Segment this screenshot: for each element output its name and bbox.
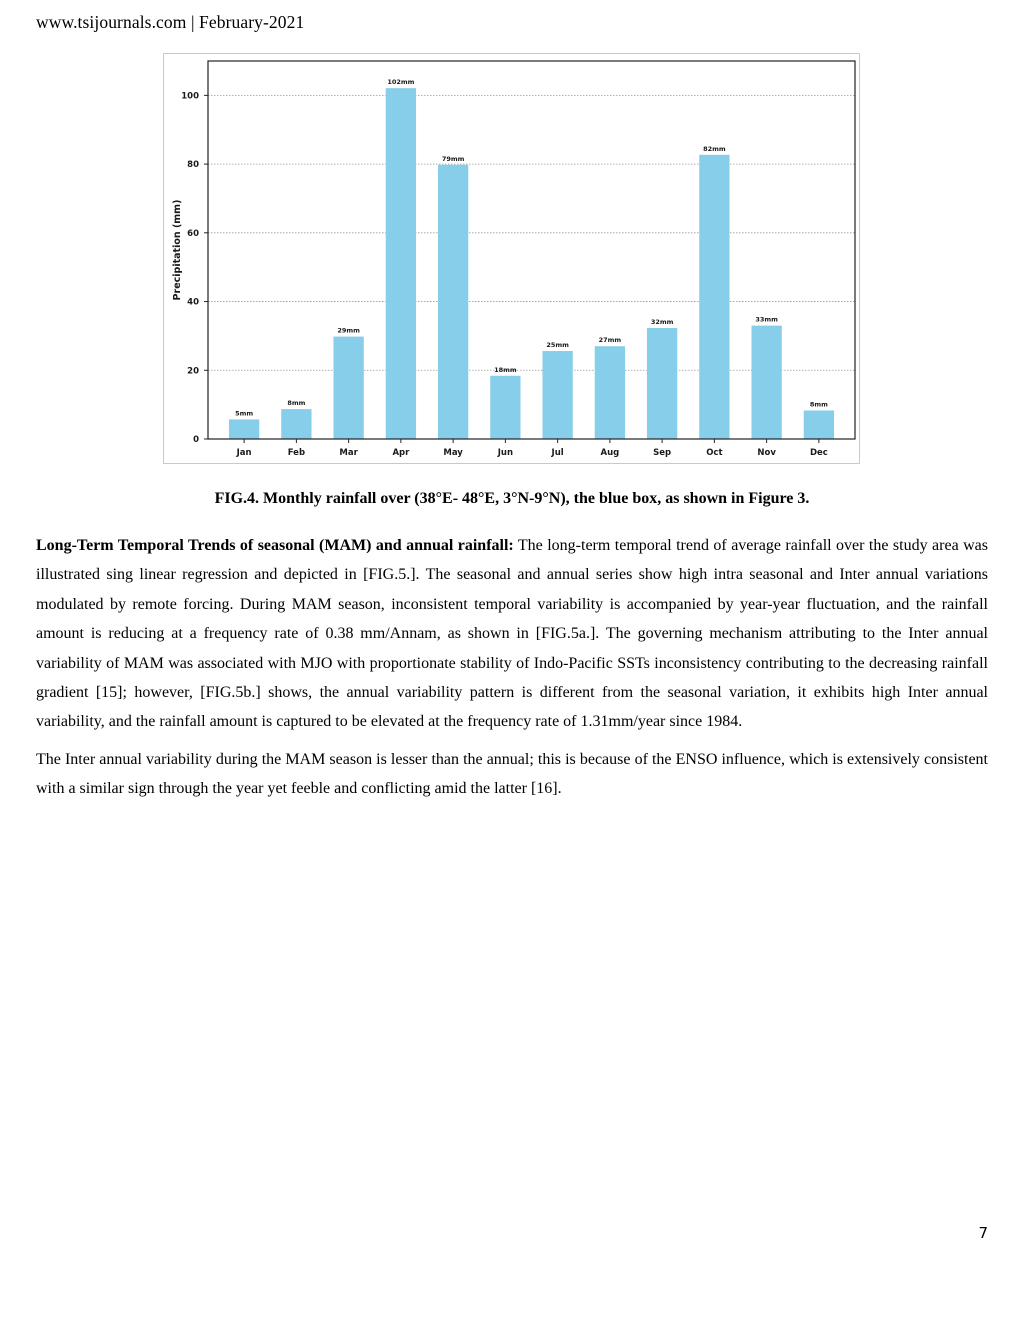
bar-mar xyxy=(333,337,363,439)
y-axis-label: Precipitation (mm) xyxy=(172,199,183,301)
journal-header: www.tsijournals.com | February-2021 xyxy=(36,12,305,32)
y-tick-label: 0 xyxy=(193,435,199,445)
x-tick-label: Apr xyxy=(392,448,410,458)
rainfall-bar-chart xyxy=(164,54,861,465)
data-label-sep: 32mm xyxy=(650,318,674,327)
y-tick-label: 60 xyxy=(187,228,199,239)
x-tick-label: Jul xyxy=(551,448,564,458)
paragraph-enso: The Inter annual variability during the MAM season is lesser than the annual; this is because of the ENSO influence, which is extensively consistent with a similar sign through the year yet feeble and conflicting amid the latter [16]. xyxy=(36,751,988,798)
bar-jul xyxy=(542,351,572,439)
page-number: 7 xyxy=(978,1224,988,1242)
bar-feb xyxy=(281,409,311,439)
data-label-nov: 33mm xyxy=(755,315,778,324)
bar-dec xyxy=(804,410,834,439)
y-tick-label: 40 xyxy=(187,297,199,308)
data-label-mar: 29mm xyxy=(337,326,360,335)
bars xyxy=(229,78,834,439)
x-tick-label: May xyxy=(443,448,463,458)
data-label-apr: 102mm xyxy=(387,78,415,87)
x-tick-label: Jun xyxy=(497,448,514,458)
data-label-oct: 82mm xyxy=(703,144,726,153)
x-tick-label: Jan xyxy=(236,448,252,458)
x-tick-label: Dec xyxy=(809,448,828,458)
paragraph-body: The long-term temporal trend of average rainfall over the study area was illustrated sing linear regression and depicted in [FIG.5.]. The seasonal and annual series show high intra seasonal and Inter annual variations modulated by remote forcing. During MAM season, inconsistent temporal variability is accompanied by year-year fluctuation, and the rainfall amount is reducing at a frequency rate of 0.38 mm/Annam, as shown in [FIG.5a.]. The governing mechanism attributing to the Inter annual variability of MAM was associated with MJO with proportionate stability of Indo-Pacific SSTs inconsistency contributing to the decreasing rainfall gradient [15]; however, [FIG.5b.] shows, the annual variability pattern is different from the seasonal variation, it exhibits high Inter annual variability, and the rainfall amount is captured to be elevated at the frequency rate of 1.31mm/year since 1984. xyxy=(36,537,989,731)
data-label-jan: 5mm xyxy=(235,409,254,418)
data-label-jun: 18mm xyxy=(494,365,517,374)
bar-may xyxy=(438,165,468,439)
y-tick-label: 100 xyxy=(181,91,199,102)
y-tick-label: 80 xyxy=(187,160,199,171)
bar-sep xyxy=(647,328,677,439)
bar-oct xyxy=(699,155,729,439)
bar-jan xyxy=(229,419,259,439)
x-tick-label: Feb xyxy=(287,448,306,458)
data-label-feb: 8mm xyxy=(287,399,306,408)
figure-caption: FIG.4. Monthly rainfall over (38°E- 48°E, 3°N-9°N), the blue box, as shown in Figure 3. xyxy=(214,490,810,507)
x-tick-label: Sep xyxy=(653,448,672,458)
bar-jun xyxy=(490,376,520,439)
bar-aug xyxy=(595,346,625,439)
bar-apr xyxy=(386,88,416,439)
data-label-may: 79mm xyxy=(441,154,465,163)
data-label-dec: 8mm xyxy=(809,400,828,409)
data-label-aug: 27mm xyxy=(598,336,622,345)
data-label-jul: 25mm xyxy=(546,341,569,350)
x-tick-label: Oct xyxy=(706,448,723,458)
paragraph-lead: Long-Term Temporal Trends of seasonal (MAM) and annual rainfall: xyxy=(36,537,514,554)
x-tick-label: Mar xyxy=(339,448,358,458)
figure-4 xyxy=(163,53,860,464)
y-tick-label: 20 xyxy=(187,366,199,377)
x-tick-label: Aug xyxy=(600,448,620,458)
paragraph-trends xyxy=(36,531,988,737)
x-tick-label: Nov xyxy=(757,448,776,458)
bar-nov xyxy=(751,326,781,439)
